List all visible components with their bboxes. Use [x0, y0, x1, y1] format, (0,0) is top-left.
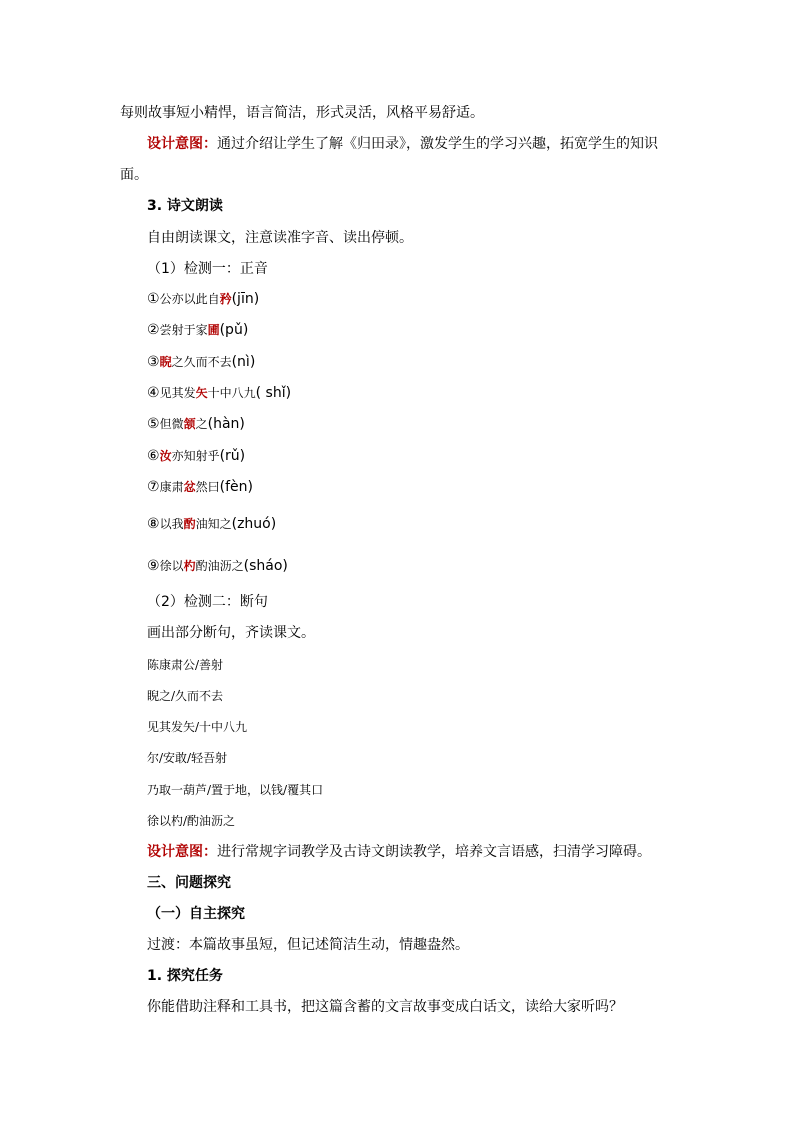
item-number: ⑥ [147, 448, 160, 464]
sentence-break-item: 陈康肃公/善射 [147, 658, 224, 672]
highlighted-character: 圃 [207, 323, 220, 337]
item-text-after: 之久而不去 [171, 355, 232, 369]
heading-poem-reading: 3. 诗文朗读 [147, 198, 223, 214]
sentence-break-item: 睨之/久而不去 [147, 689, 224, 703]
item-number: ③ [147, 354, 160, 370]
paragraph-task-text: 你能借助注释和工具书，把这篇含蓄的文言故事变成白话文，读给大家听吗？ [147, 999, 623, 1015]
highlighted-character: 睨 [159, 355, 172, 369]
heading-problem-exploration: 三、问题探究 [147, 875, 231, 891]
pinyin-annotation: (rǔ) [219, 448, 246, 464]
item-text-before: 徐以 [159, 559, 184, 573]
item-number: ⑤ [147, 416, 160, 432]
pinyin-annotation: (nì) [231, 354, 256, 370]
design-intent-2 [147, 842, 651, 862]
test2-punctuation-heading: （2）检测二：断句 [147, 594, 268, 610]
pinyin-annotation: (jīn) [231, 291, 260, 307]
item-number: ⑨ [147, 558, 160, 574]
highlighted-character: 汝 [159, 449, 172, 463]
paragraph-intro-end: 每则故事短小精悍，语言简洁，形式灵活，风格平易舒适。 [120, 105, 484, 121]
pinyin-annotation: (zhuó) [231, 516, 277, 532]
design-intent-1 [147, 134, 677, 154]
item-text-after: 之 [195, 417, 208, 431]
design-intent-text: 进行常规字词教学及古诗文朗读教学，培养文言语感，扫清学习障碍。 [217, 844, 651, 860]
item-number: ② [147, 322, 160, 338]
test1-pronunciation-heading: （1）检测一：正音 [147, 261, 268, 277]
paragraph-transition: 过渡：本篇故事虽短，但记述简洁生动，情趣盎然。 [147, 937, 469, 953]
pronunciation-item [147, 289, 259, 309]
item-text-before: 公亦以此自 [159, 292, 220, 306]
heading-self-exploration: （一）自主探究 [147, 906, 245, 922]
design-intent-text: 通过介绍让学生了解《归田录》，激发学生的学习兴趣，拓宽学生的知识 [217, 136, 658, 152]
pronunciation-item [147, 514, 276, 534]
pronunciation-item [147, 477, 253, 497]
pronunciation-item [147, 320, 248, 340]
item-number: ⑧ [147, 516, 160, 532]
sentence-break-item: 乃取一葫芦/置于地，以钱/覆其口 [147, 783, 324, 797]
highlighted-character: 矜 [219, 292, 232, 306]
pronunciation-item [147, 383, 291, 403]
sentence-break-item: 徐以杓/酌油沥之 [147, 814, 236, 828]
pinyin-annotation: ( shǐ) [255, 385, 292, 401]
highlighted-character: 忿 [183, 480, 196, 494]
item-text-before: 以我 [159, 517, 184, 531]
pronunciation-item [147, 352, 255, 372]
highlighted-character: 杓 [183, 559, 196, 573]
pinyin-annotation: (hàn) [207, 416, 245, 432]
item-number: ④ [147, 385, 160, 401]
item-text-before: 康肃 [159, 480, 184, 494]
paragraph-mark-breaks: 画出部分断句，齐读课文。 [147, 625, 315, 641]
sentence-break-item: 尔/安敢/轻吾射 [147, 751, 228, 765]
design-intent-label: 设计意图： [147, 136, 217, 152]
pronunciation-item [147, 446, 245, 466]
pronunciation-item [147, 414, 245, 434]
highlighted-character: 颔 [183, 417, 196, 431]
item-number: ① [147, 291, 160, 307]
item-text-after: 酌油沥之 [195, 559, 244, 573]
paragraph-read-aloud: 自由朗读课文，注意读准字音、读出停顿。 [147, 230, 413, 246]
design-intent-label: 设计意图： [147, 844, 217, 860]
item-text-after: 十中八九 [207, 386, 256, 400]
design-intent-1-continuation: 面。 [120, 167, 148, 183]
item-text-before: 尝射于家 [159, 323, 208, 337]
item-number: ⑦ [147, 479, 160, 495]
item-text-after: 亦知射乎 [171, 449, 220, 463]
pinyin-annotation: (sháo) [243, 558, 288, 574]
item-text-before: 但微 [159, 417, 184, 431]
sentence-break-item: 见其发矢/十中八九 [147, 720, 248, 734]
item-text-before: 见其发 [159, 386, 196, 400]
highlighted-character: 酌 [183, 517, 196, 531]
heading-exploration-task: 1. 探究任务 [147, 968, 223, 984]
pinyin-annotation: (pǔ) [219, 322, 249, 338]
pinyin-annotation: (fèn) [219, 479, 253, 495]
highlighted-character: 矢 [195, 386, 208, 400]
pronunciation-item [147, 556, 288, 576]
item-text-after: 油知之 [195, 517, 232, 531]
item-text-after: 然曰 [195, 480, 220, 494]
